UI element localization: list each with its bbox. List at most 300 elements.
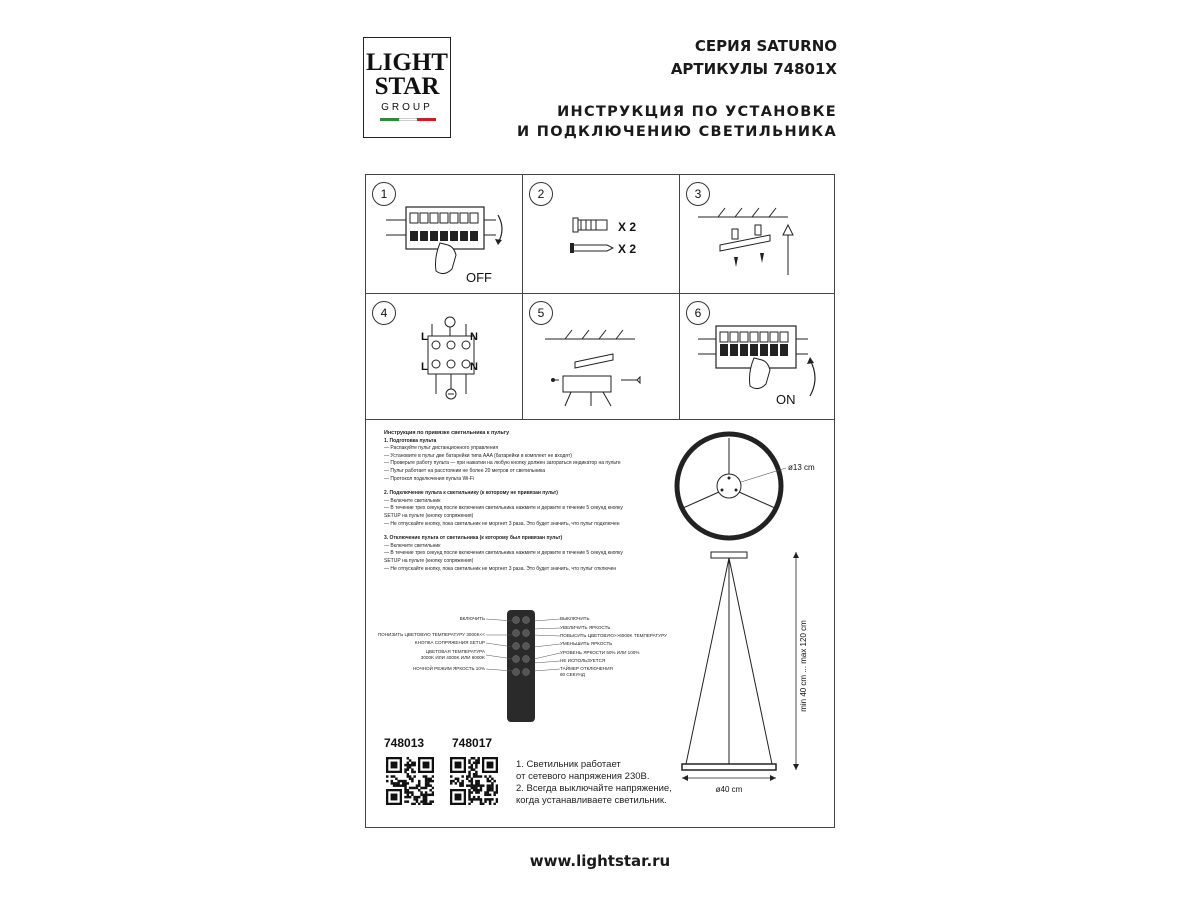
qr-module: [491, 782, 493, 784]
qr-module: [475, 791, 477, 793]
qr-module: [404, 791, 406, 793]
series-title: СЕРИЯ SATURNO: [694, 37, 837, 55]
section-3-line: — В течение трех секунд после включения светильника нажмите и держите в течение 5 секунд кнопку: [384, 550, 623, 557]
qr-module: [475, 787, 477, 789]
qr-module: [404, 784, 406, 786]
qr-module: [496, 789, 498, 791]
qr-finder-pattern: [455, 794, 462, 801]
qr-module: [429, 794, 431, 796]
qr-module: [450, 782, 452, 784]
qr-module: [473, 798, 475, 800]
qr-module: [487, 778, 489, 780]
qr-module: [493, 780, 495, 782]
qr-module: [475, 782, 477, 784]
qr-module: [450, 775, 452, 777]
step-5-panel: [523, 294, 679, 419]
qr-module: [475, 775, 477, 777]
section-1-line: — Распакуйте пульт дистанционного управления: [384, 445, 499, 452]
qr-module: [468, 771, 470, 773]
qr-module: [425, 794, 427, 796]
qr-module: [468, 773, 470, 775]
qr-module: [468, 798, 470, 800]
instruction-title-line-2: И ПОДКЛЮЧЕНИЮ СВЕТИЛЬНИКА: [516, 124, 837, 140]
qr-module: [477, 762, 479, 764]
qr-module: [480, 787, 482, 789]
qr-module: [475, 762, 477, 764]
dowel-count: X 2: [618, 220, 637, 234]
canopy-diameter: ø13 cm: [788, 463, 815, 472]
qr-code-748017[interactable]: [450, 757, 498, 805]
qr-module: [461, 782, 463, 784]
qr-module: [473, 768, 475, 770]
qr-module: [480, 803, 482, 805]
section-1-line: — Пульт работает на расстоянии не более 20 метров от светильника: [384, 467, 546, 474]
qr-module: [477, 775, 479, 777]
remote-instructions-title: Инструкция по привязке светильника к пульту: [384, 430, 510, 436]
step-number: 4: [372, 301, 396, 325]
qr-module: [491, 798, 493, 800]
qr-module: [407, 775, 409, 777]
step-number: 1: [372, 182, 396, 206]
qr-module: [475, 764, 477, 766]
qr-module: [429, 789, 431, 791]
remote-label-left: КНОПКА СОПРЯЖЕНИЯ SETUP: [414, 640, 485, 645]
qr-module: [425, 787, 427, 789]
qr-module: [425, 780, 427, 782]
qr-module: [413, 796, 415, 798]
qr-module: [409, 778, 411, 780]
qr-module: [475, 784, 477, 786]
qr-module: [471, 782, 473, 784]
qr-module: [432, 800, 434, 802]
qr-module: [397, 780, 399, 782]
qr-module: [487, 787, 489, 789]
step-number: 6: [686, 301, 710, 325]
qr-module: [468, 784, 470, 786]
dowels-screws-illustration: [523, 175, 679, 293]
section-3-line: — Не отпускайте кнопку, пока светильник не моргнет 3 раза. Это будет значить, что пульт отключен: [384, 565, 617, 572]
qr-module: [475, 789, 477, 791]
qr-module: [496, 787, 498, 789]
qr-module: [475, 759, 477, 761]
qr-module: [477, 784, 479, 786]
qr-module: [471, 766, 473, 768]
qr-module: [429, 778, 431, 780]
qr-module: [423, 794, 425, 796]
remote-label-right: ТАЙМЕР ОТКЛЮЧЕНИЯ: [560, 666, 613, 671]
section-2-line: — В течение трех секунд после включения светильника нажмите и держите в течение 5 секунд кнопку: [384, 505, 623, 512]
remote-label-right: УРОВЕНЬ ЯРКОСТИ 50% ИЛИ 100%: [560, 650, 640, 655]
qr-module: [466, 775, 468, 777]
qr-module: [489, 803, 491, 805]
qr-module: [473, 773, 475, 775]
qr-module: [402, 782, 404, 784]
brand-line-1: LIGHT: [366, 49, 448, 76]
height-range: min 40 cm ... max 120 cm: [799, 620, 808, 712]
qr-module: [427, 782, 429, 784]
qr-module: [395, 778, 397, 780]
qr-module: [482, 803, 484, 805]
qr-module: [420, 787, 422, 789]
qr-module: [471, 764, 473, 766]
qr-module: [471, 757, 473, 759]
qr-module: [411, 780, 413, 782]
qr-module: [489, 794, 491, 796]
qr-module: [411, 787, 413, 789]
qr-module: [425, 796, 427, 798]
qr-module: [489, 784, 491, 786]
qr-article-label: 748013: [384, 736, 425, 750]
qr-module: [489, 780, 491, 782]
qr-module: [418, 780, 420, 782]
qr-module: [416, 784, 418, 786]
remote-label-right: 60 СЕКУНД: [560, 672, 585, 677]
qr-module: [397, 782, 399, 784]
qr-module: [423, 803, 425, 805]
qr-module: [468, 789, 470, 791]
qr-module: [407, 768, 409, 770]
qr-article-label: 748017: [452, 736, 493, 750]
step-3-panel: [680, 175, 835, 293]
note-line: от сетевого напряжения 230В.: [516, 771, 650, 782]
screw-count: X 2: [618, 242, 637, 256]
qr-module: [459, 784, 461, 786]
section-2-title: 2. Подключение пульта к светильнику (к которому не привязан пульт): [384, 490, 558, 497]
section-1-line: — Проверьте работу пульта — при нажатии на любую кнопку должен загораться индикатор на пульте: [384, 460, 621, 467]
qr-module: [491, 778, 493, 780]
note-line: когда устанавливаете светильник.: [516, 795, 667, 806]
qr-module: [471, 787, 473, 789]
qr-module: [423, 796, 425, 798]
brand-line-2: STAR: [374, 73, 440, 100]
qr-module: [480, 784, 482, 786]
qr-module: [427, 778, 429, 780]
qr-module: [411, 791, 413, 793]
qr-module: [473, 784, 475, 786]
qr-module: [496, 798, 498, 800]
qr-module: [471, 798, 473, 800]
instruction-sheet: [365, 174, 835, 828]
qr-module: [468, 762, 470, 764]
qr-module: [473, 757, 475, 759]
qr-module: [477, 759, 479, 761]
qr-module: [484, 791, 486, 793]
qr-module: [407, 757, 409, 759]
qr-module: [409, 759, 411, 761]
qr-module: [480, 798, 482, 800]
qr-module: [473, 796, 475, 798]
qr-module: [413, 803, 415, 805]
breaker-off-illustration: [366, 175, 522, 293]
qr-module: [411, 778, 413, 780]
qr-module: [400, 780, 402, 782]
website-url[interactable]: www.lightstar.ru: [529, 852, 671, 870]
qr-module: [468, 794, 470, 796]
qr-module: [413, 762, 415, 764]
section-2-line: — Включите светильник: [384, 497, 441, 504]
canopy-mounting-illustration: [523, 294, 679, 419]
qr-module: [457, 778, 459, 780]
qr-finder-pattern: [455, 762, 462, 769]
qr-module: [475, 766, 477, 768]
qr-module: [413, 787, 415, 789]
qr-module: [473, 789, 475, 791]
qr-module: [484, 800, 486, 802]
qr-module: [429, 780, 431, 782]
section-3-title: 3. Отключение пульта от светильника (к которому был привязан пульт): [384, 535, 563, 542]
qr-module: [409, 775, 411, 777]
brand-line-3: GROUP: [381, 102, 433, 113]
qr-module: [407, 796, 409, 798]
qr-module: [471, 778, 473, 780]
neutral-label-bottom: N: [470, 361, 478, 373]
qr-module: [429, 784, 431, 786]
qr-module: [409, 764, 411, 766]
qr-module: [429, 800, 431, 802]
qr-module: [471, 791, 473, 793]
qr-module: [427, 784, 429, 786]
qr-module: [427, 803, 429, 805]
qr-module: [487, 784, 489, 786]
qr-module: [487, 789, 489, 791]
qr-module: [489, 789, 491, 791]
qr-module: [386, 775, 388, 777]
remote-label-right: НЕ ИСПОЛЬЗУЕТСЯ: [560, 658, 606, 663]
qr-module: [423, 775, 425, 777]
qr-module: [404, 771, 406, 773]
qr-module: [402, 784, 404, 786]
on-label: ON: [776, 392, 796, 407]
qr-module: [425, 798, 427, 800]
qr-module: [468, 796, 470, 798]
italian-flag-stripe: [380, 118, 436, 121]
qr-module: [404, 764, 406, 766]
qr-module: [411, 762, 413, 764]
qr-module: [418, 796, 420, 798]
qr-module: [407, 789, 409, 791]
qr-module: [418, 789, 420, 791]
qr-module: [404, 780, 406, 782]
qr-module: [416, 796, 418, 798]
qr-module: [489, 798, 491, 800]
section-3-line: — Включите светильник: [384, 542, 441, 549]
instruction-title-line-1: ИНСТРУКЦИЯ ПО УСТАНОВКЕ: [557, 104, 837, 120]
qr-module: [393, 784, 395, 786]
qr-module: [418, 784, 420, 786]
brand-logo: [363, 37, 451, 138]
neutral-label-top: N: [470, 331, 478, 343]
live-label-top: L: [421, 331, 428, 343]
qr-module: [391, 775, 393, 777]
mounting-bracket-illustration: [680, 175, 835, 293]
section-2-line: SETUP на пульте (кнопку сопряжения): [384, 512, 474, 519]
qr-module: [404, 800, 406, 802]
qr-module: [477, 791, 479, 793]
qr-module: [411, 771, 413, 773]
step-4-panel: [366, 294, 522, 419]
qr-finder-pattern: [487, 762, 494, 769]
qr-module: [471, 780, 473, 782]
qr-module: [427, 794, 429, 796]
qr-module: [484, 794, 486, 796]
qr-module: [473, 762, 475, 764]
qr-module: [423, 798, 425, 800]
article-numbers: АРТИКУЛЫ 74801X: [670, 60, 837, 78]
qr-module: [468, 766, 470, 768]
qr-module: [409, 787, 411, 789]
qr-module: [496, 791, 498, 793]
qr-module: [404, 782, 406, 784]
qr-module: [489, 775, 491, 777]
qr-module: [425, 775, 427, 777]
qr-module: [471, 800, 473, 802]
remote-label-left: ВКЛЮЧИТЬ: [459, 616, 485, 621]
section-2-line: — Не отпускайте кнопку, пока светильник не моргнет 3 раза. Это будет значить, что пульт подключен: [384, 520, 620, 527]
qr-module: [411, 803, 413, 805]
qr-module: [487, 798, 489, 800]
qr-module: [477, 798, 479, 800]
qr-module: [393, 775, 395, 777]
qr-module: [493, 791, 495, 793]
qr-module: [397, 784, 399, 786]
qr-module: [395, 782, 397, 784]
note-line: 2. Всегда выключайте напряжение,: [516, 783, 672, 794]
qr-module: [413, 771, 415, 773]
qr-module: [489, 800, 491, 802]
qr-module: [423, 787, 425, 789]
step-number: 5: [529, 301, 553, 325]
qr-module: [391, 780, 393, 782]
qr-module: [407, 764, 409, 766]
qr-finder-pattern: [423, 762, 430, 769]
qr-module: [402, 780, 404, 782]
qr-module: [407, 800, 409, 802]
qr-module: [468, 780, 470, 782]
qr-module: [480, 775, 482, 777]
qr-module: [418, 782, 420, 784]
qr-module: [475, 798, 477, 800]
qr-module: [420, 791, 422, 793]
qr-module: [409, 796, 411, 798]
qr-module: [413, 798, 415, 800]
qr-module: [491, 784, 493, 786]
qr-module: [407, 782, 409, 784]
qr-module: [468, 759, 470, 761]
qr-module: [457, 780, 459, 782]
qr-module: [461, 784, 463, 786]
qr-module: [450, 780, 452, 782]
safety-notes: [516, 759, 672, 807]
qr-module: [468, 791, 470, 793]
qr-module: [420, 800, 422, 802]
qr-module: [477, 757, 479, 759]
qr-finder-pattern: [391, 762, 398, 769]
qr-module: [425, 782, 427, 784]
step-number: 3: [686, 182, 710, 206]
qr-module: [459, 782, 461, 784]
qr-module: [487, 794, 489, 796]
section-1-title: 1. Подготовка пульта: [384, 437, 437, 444]
qr-module: [416, 800, 418, 802]
step-6-panel: [680, 294, 835, 419]
remote-label-right: ВЫКЛЮЧИТЬ: [560, 616, 590, 621]
qr-module: [407, 773, 409, 775]
qr-module: [427, 780, 429, 782]
qr-module: [496, 800, 498, 802]
qr-module: [404, 787, 406, 789]
qr-module: [432, 791, 434, 793]
qr-module: [432, 780, 434, 782]
qr-module: [452, 780, 454, 782]
qr-module: [475, 773, 477, 775]
qr-module: [393, 782, 395, 784]
qr-module: [425, 784, 427, 786]
remote-label-left: ЦВЕТОВАЯ ТЕМПЕРАТУРА: [425, 649, 485, 654]
live-label-bottom: L: [421, 361, 428, 373]
qr-module: [432, 787, 434, 789]
qr-module: [429, 803, 431, 805]
qr-module: [400, 784, 402, 786]
qr-module: [416, 798, 418, 800]
qr-module: [480, 789, 482, 791]
qr-module: [416, 787, 418, 789]
remote-label-right: ПОВЫСИТЬ ЦВЕТОВУЮ>>6000K ТЕМПЕРАТУРУ: [560, 633, 667, 638]
qr-module: [432, 794, 434, 796]
qr-module: [482, 784, 484, 786]
qr-module: [425, 778, 427, 780]
ring-diameter: ø40 cm: [715, 785, 743, 794]
remote-label-right: УМЕНЬШИТЬ ЯРКОСТЬ: [560, 641, 613, 646]
qr-module: [404, 789, 406, 791]
qr-module: [407, 762, 409, 764]
qr-module: [475, 771, 477, 773]
qr-module: [455, 782, 457, 784]
qr-module: [407, 794, 409, 796]
qr-module: [461, 775, 463, 777]
step-number: 2: [529, 182, 553, 206]
section-3-line: SETUP на пульте (кнопку сопряжения): [384, 557, 474, 564]
step-1-panel: [366, 175, 522, 293]
wiring-terminal-illustration: [366, 294, 522, 419]
remote-pairing-instructions: [384, 430, 674, 573]
qr-module: [409, 791, 411, 793]
qr-module: [423, 800, 425, 802]
qr-module: [466, 784, 468, 786]
qr-module: [491, 789, 493, 791]
remote-label-left: 3000K ИЛИ 4000K ИЛИ 6000K: [420, 655, 485, 660]
remote-label-right: УВЕЛИЧИТЬ ЯРКОСТЬ: [560, 625, 611, 630]
qr-module: [425, 791, 427, 793]
qr-module: [475, 780, 477, 782]
qr-module: [404, 768, 406, 770]
section-1-line: — Протокол подключения пульта Wi-Fi: [384, 475, 475, 482]
breaker-on-illustration: [680, 294, 835, 419]
qr-module: [477, 789, 479, 791]
qr-code-748013[interactable]: [386, 757, 434, 805]
qr-module: [466, 778, 468, 780]
step-2-panel: [523, 175, 679, 293]
qr-module: [484, 775, 486, 777]
qr-module: [471, 784, 473, 786]
qr-module: [386, 780, 388, 782]
qr-module: [477, 782, 479, 784]
qr-finder-pattern: [391, 794, 398, 801]
remote-label-left: ПОНИЗИТЬ ЦВЕТОВУЮ ТЕМПЕРАТУРУ 3000K<<: [377, 632, 485, 637]
qr-module: [411, 794, 413, 796]
qr-module: [420, 794, 422, 796]
qr-module: [418, 803, 420, 805]
qr-module: [391, 782, 393, 784]
